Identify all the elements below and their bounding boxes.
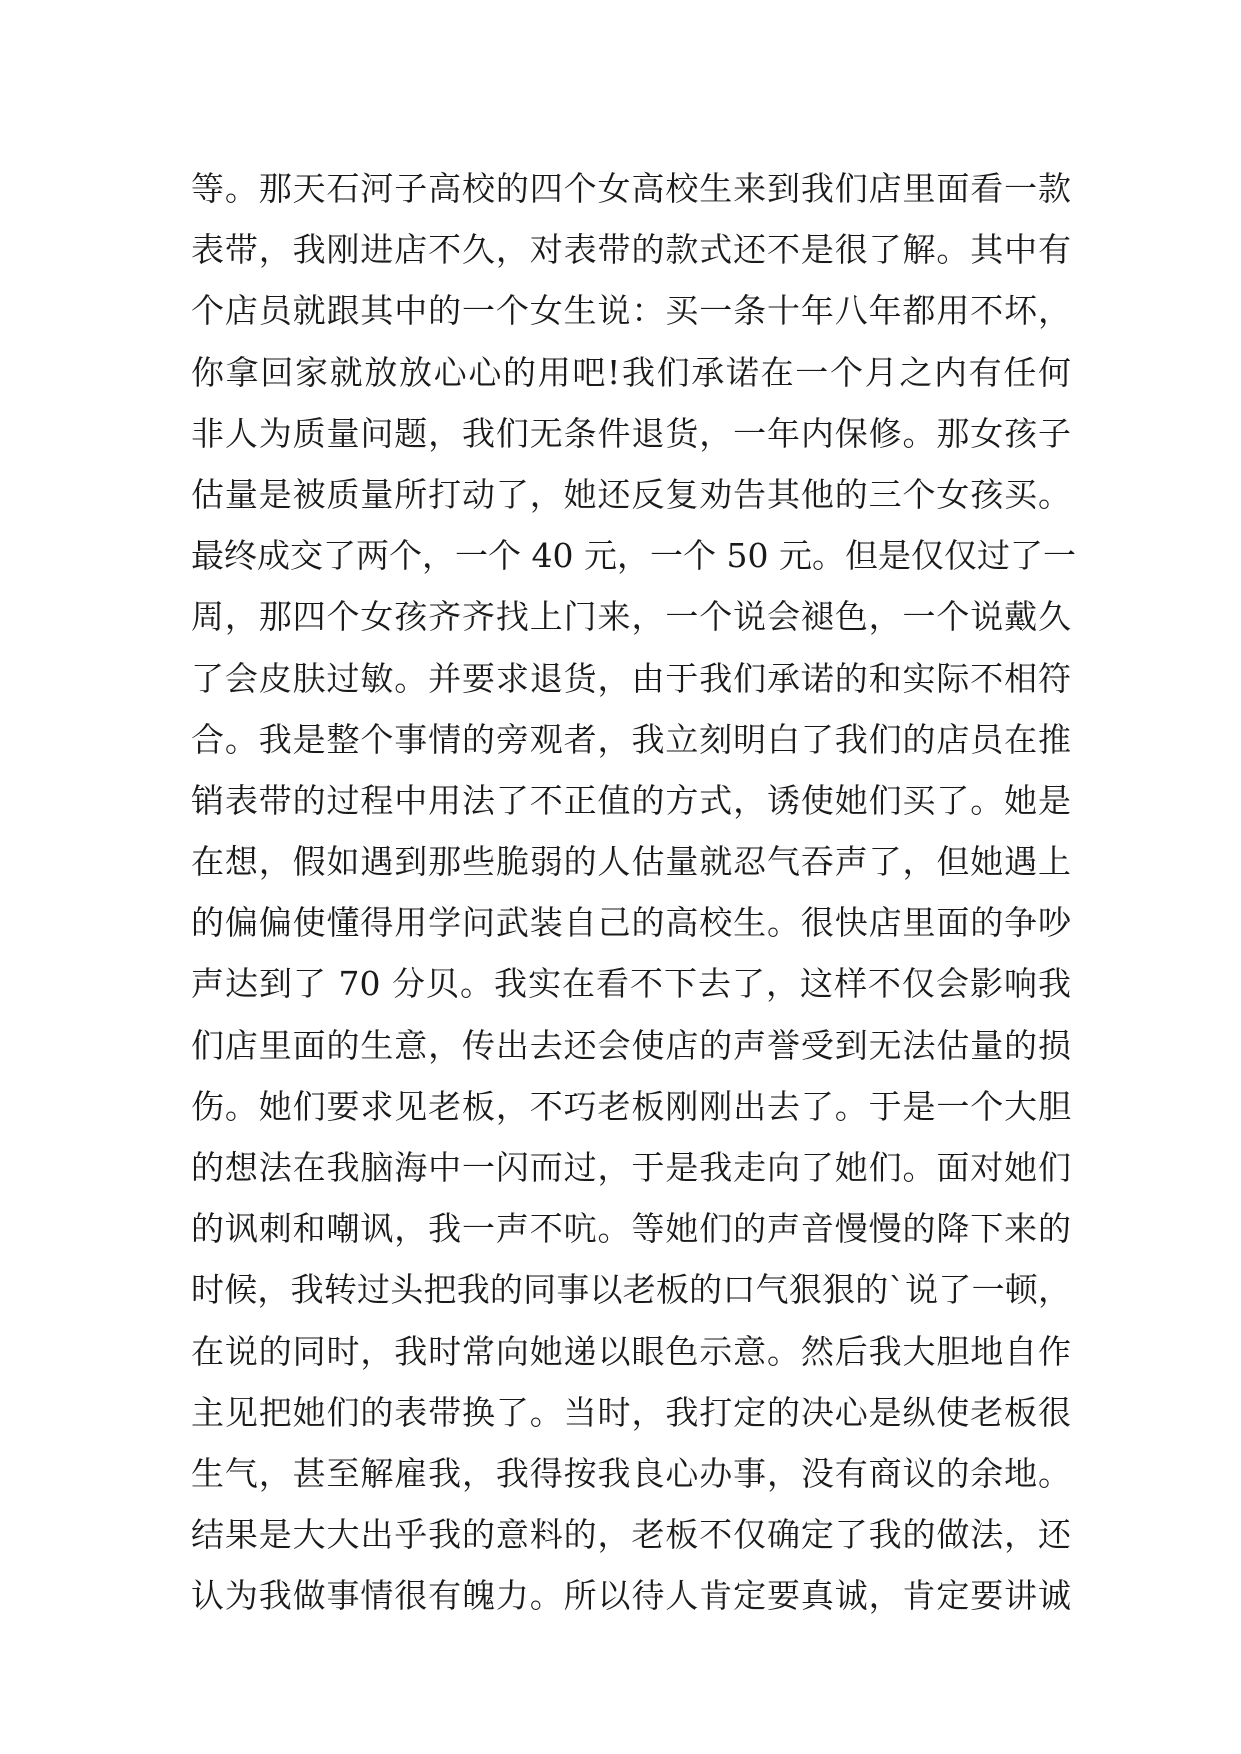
text-line: 认为我做事情很有魄力。所以待人肯定要真诚，肯定要讲诚 — [191, 1576, 1071, 1616]
text-line: 你拿回家就放放心心的用吧!我们承诺在一个月之内有任何 — [191, 352, 1071, 392]
text-line: 表带，我刚进店不久，对表带的款式还不是很了解。其中有 — [191, 230, 1071, 270]
text-line: 的偏偏使懂得用学问武装自己的高校生。很快店里面的争吵 — [191, 903, 1071, 943]
text-line: 生气，甚至解雇我，我得按我良心办事，没有商议的余地。 — [191, 1453, 1071, 1493]
text-line: 估量是被质量所打动了，她还反复劝告其他的三个女孩买。 — [191, 474, 1071, 514]
text-line: 最终成交了两个，一个 40 元，一个 50 元。但是仅仅过了一 — [191, 536, 1076, 576]
text-line: 的想法在我脑海中一闪而过，于是我走向了她们。面对她们 — [191, 1148, 1071, 1187]
text-line: 时候，我转过头把我的同事以老板的口气狠狠的`说了一顿， — [191, 1270, 1071, 1310]
text-line: 了会皮肤过敏。并要求退货，由于我们承诺的和实际不相符 — [191, 658, 1071, 698]
text-line: 结果是大大出乎我的意料的，老板不仅确定了我的做法，还 — [191, 1515, 1071, 1555]
text-line: 声达到了 70 分贝。我实在看不下去了，这样不仅会影响我 — [191, 964, 1071, 1004]
text-line: 周，那四个女孩齐齐找上门来，一个说会褪色，一个说戴久 — [191, 597, 1071, 637]
text-line: 伤。她们要求见老板，不巧老板刚刚出去了。于是一个大胆 — [191, 1086, 1071, 1126]
text-line: 们店里面的生意，传出去还会使店的声誉受到无法估量的损 — [191, 1025, 1071, 1065]
text-line: 在说的同时，我时常向她递以眼色示意。然后我大胆地自作 — [191, 1331, 1071, 1371]
text-line: 等。那天石河子高校的四个女高校生来到我们店里面看一款 — [191, 169, 1071, 208]
text-line: 非人为质量问题，我们无条件退货，一年内保修。那女孩子 — [191, 413, 1071, 453]
text-line: 合。我是整个事情的旁观者，我立刻明白了我们的店员在推 — [191, 719, 1071, 759]
text-line: 的讽刺和嘲讽，我一声不吭。等她们的声音慢慢的降下来的 — [191, 1209, 1071, 1249]
text-line: 主见把她们的表带换了。当时，我打定的决心是纵使老板很 — [191, 1392, 1071, 1432]
text-line: 在想，假如遇到那些脆弱的人估量就忍气吞声了，但她遇上 — [191, 842, 1071, 882]
text-line: 销表带的过程中用法了不正值的方式，诱使她们买了。她是 — [191, 780, 1071, 820]
text-line: 个店员就跟其中的一个女生说：买一条十年八年都用不坏， — [191, 291, 1071, 331]
body-text — [191, 166, 1076, 1635]
